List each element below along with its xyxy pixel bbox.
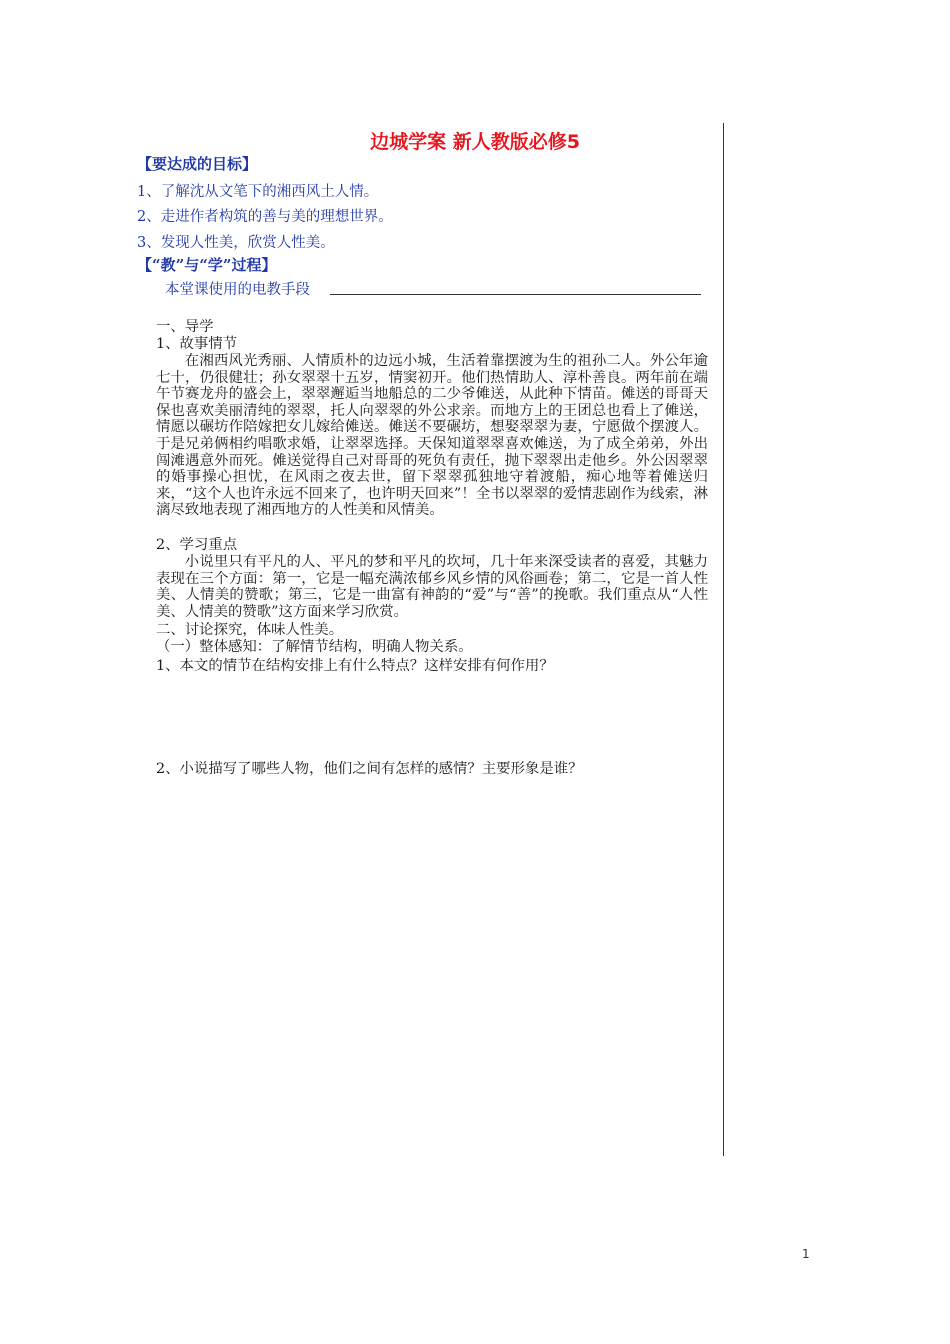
section1-heading: 一、导学 <box>156 319 214 335</box>
question-2: 2、小说描写了哪些人物，他们之间有怎样的感情？主要形象是谁？ <box>156 761 583 777</box>
section2-subheading: （一）整体感知：了解情节结构，明确人物关系。 <box>156 639 473 655</box>
margin-rule <box>723 123 724 1156</box>
focus-paragraph: 小说里只有平凡的人、平凡的梦和平凡的坎坷，几十年来深受读者的喜爱，其魅力表现在三个方面：第一，它是一幅充满浓郁乡风乡情的风俗画卷；第二，它是一首人性美、人情美的赞歌；第三，它是一曲富有神韵的“爱”与“善”的挽歌。我们重点从“人性美、人情美的赞歌”这方面来学习欣赏。 <box>156 554 708 620</box>
goal-item-1: 1、了解沈从文笔下的湘西风土人情。 <box>137 184 379 200</box>
goal-item-3: 3、发现人性美，欣赏人性美。 <box>137 235 335 251</box>
media-blank-line <box>330 294 701 295</box>
media-label: 本堂课使用的电教手段 <box>165 282 310 298</box>
page-title: 边城学案 新人教版必修5 <box>370 131 580 153</box>
page-number: 1 <box>802 1247 810 1261</box>
question-1: 1、本文的情节在结构安排上有什么特点？这样安排有何作用？ <box>156 658 554 674</box>
goals-heading: 【要达成的目标】 <box>137 155 258 173</box>
story-paragraph: 在湘西风光秀丽、人情质朴的边远小城，生活着靠摆渡为生的祖孙二人。外公年逾七十，仍很健壮；孙女翠翠十五岁，情窦初开。他们热情助人、淳朴善良。两年前在端午节赛龙舟的盛会上，翠翠邂逅当地船总的二少爷傩送，从此种下情苗。傩送的哥哥天保也喜欢美丽清纯的翠翠，托人向翠翠的外公求亲。而地方上的王团总也看上了傩送，情愿以碾坊作陪嫁把女儿嫁给傩送。傩送不要碾坊，想娶翠翠为妻，宁愿做个摆渡人。于是兄弟俩相约唱歌求婚，让翠翠选择。天保知道翠翠喜欢傩送，为了成全弟弟，外出闯滩遇意外而死。傩送觉得自己对哥哥的死负有责任，抛下翠翠出走他乡。外公因翠翠的婚事操心担忧，在风雨之夜去世，留下翠翠孤独地守着渡船，痴心地等着傩送归来，“这个人也许永远不回来了，也许明天回来”！全书以翠翠的爱情悲剧作为线索，淋漓尽致地表现了湘西地方的人性美和风情美。 <box>156 353 708 519</box>
story-subheading: 1、故事情节 <box>156 336 238 352</box>
focus-subheading: 2、学习重点 <box>156 537 238 553</box>
section2-heading: 二、讨论探究，体味人性美。 <box>156 622 344 638</box>
process-heading: 【“教”与“学”过程】 <box>137 256 277 274</box>
goal-item-2: 2、走进作者构筑的善与美的理想世界。 <box>137 209 393 225</box>
